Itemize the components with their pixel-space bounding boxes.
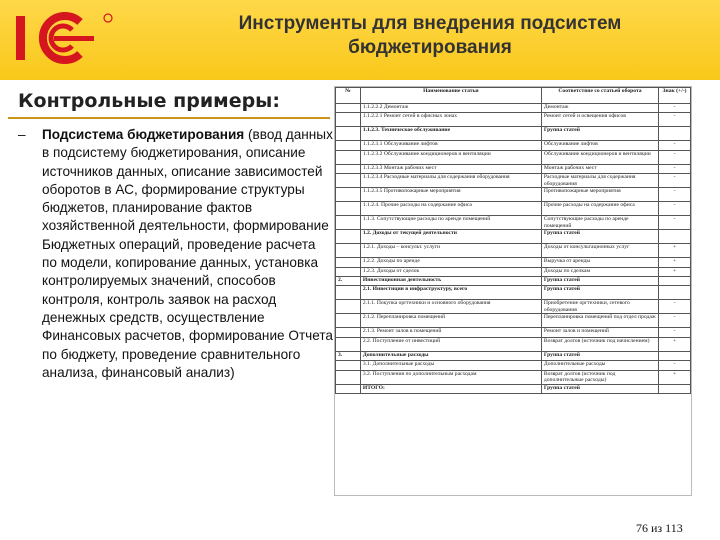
cell-corr: Выручка от аренды: [541, 258, 658, 267]
table-row: [336, 202, 691, 216]
page-title: [150, 12, 710, 60]
table-row: [336, 230, 691, 244]
cell-sign: -: [659, 113, 691, 127]
cell-corr: Демонтаж: [541, 104, 658, 113]
cell-corr: Возврат долгов (источник под дополнительные расходы): [541, 370, 658, 384]
cell-sign: +: [659, 337, 691, 351]
cell-num: [336, 244, 361, 258]
cell-name: 1.1.2.3. Техническое обслуживание: [360, 127, 541, 141]
cell-name: 1.1.2.2.1 Ремонт сетей в офисных зонах: [360, 113, 541, 127]
cell-sign: [659, 384, 691, 393]
bullet-lead: Подсистема бюджетирования: [42, 127, 245, 142]
cell-name: Инвестиционная деятельность: [360, 276, 541, 285]
cell-sign: -: [659, 361, 691, 370]
cell-num: [336, 337, 361, 351]
cell-name: 2.2. Поступление от инвестиций: [360, 337, 541, 351]
cell-corr: Обслуживание кондиционеров и вентиляции: [541, 150, 658, 164]
cell-corr: Группа статей: [541, 276, 658, 285]
cell-corr: Группа статей: [541, 230, 658, 244]
table-row: [336, 216, 691, 230]
bullet-dash: –: [18, 127, 26, 142]
cell-name: 1.1.2.3.1 Обслуживание лифтов: [360, 141, 541, 150]
cell-sign: -: [659, 141, 691, 150]
table-row: [336, 127, 691, 141]
table-row: [336, 141, 691, 150]
cell-name: 1.1.2.3.3 Монтаж рабочих мест: [360, 164, 541, 173]
table-row: [336, 370, 691, 384]
cell-sign: -: [659, 216, 691, 230]
cell-num: [336, 384, 361, 393]
table-row: [336, 150, 691, 164]
cell-num: 3.: [336, 351, 361, 360]
cell-num: [336, 300, 361, 314]
table-row: [336, 258, 691, 267]
cell-sign: -: [659, 164, 691, 173]
cell-corr: Группа статей: [541, 384, 658, 393]
cell-sign: +: [659, 258, 691, 267]
cell-corr: Группа статей: [541, 286, 658, 300]
cell-sign: +: [659, 244, 691, 258]
table-row: [336, 314, 691, 328]
cell-name: 1.2. Доходы от текущей деятельности: [360, 230, 541, 244]
cell-num: [336, 150, 361, 164]
cell-corr: Группа статей: [541, 351, 658, 360]
cell-num: [336, 230, 361, 244]
cell-num: [336, 286, 361, 300]
cell-num: [336, 188, 361, 202]
cell-corr: Возврат долгов (источник под начислением): [541, 337, 658, 351]
cell-name: ИТОГО:: [360, 384, 541, 393]
section-subtitle: Контрольные примеры:: [18, 90, 280, 112]
cell-name: 3.1. Дополнительные расходы: [360, 361, 541, 370]
cell-sign: [659, 127, 691, 141]
table-row: [336, 174, 691, 188]
cell-num: [336, 258, 361, 267]
table-row: [336, 300, 691, 314]
col-header-name: Наименование статьи: [360, 88, 541, 104]
table-row: [336, 104, 691, 113]
cell-corr: Прочие расходы на содержание офиса: [541, 202, 658, 216]
cell-name: 2.1. Инвестиции в инфраструктуру, всего: [360, 286, 541, 300]
col-header-sign: Знак (+/-): [659, 88, 691, 104]
table-row: [336, 384, 691, 393]
cell-num: [336, 328, 361, 337]
cell-corr: Противопожарные мероприятия: [541, 188, 658, 202]
table-row: [336, 351, 691, 360]
cell-name: 1.2.2. Доходы по аренде: [360, 258, 541, 267]
table-header-row: [336, 88, 691, 104]
cell-name: 1.2.3. Доходы от сделок: [360, 267, 541, 276]
cell-corr: Ремонт залов и помещений: [541, 328, 658, 337]
cell-sign: [659, 276, 691, 285]
cell-num: [336, 370, 361, 384]
page-counter: 76 из 113: [636, 521, 683, 535]
cell-corr: Доходы от консультационных услуг: [541, 244, 658, 258]
cell-sign: -: [659, 174, 691, 188]
bullet-body: (ввод данных в подсистему бюджетирования, описание источников данных, описание зависимостей оборотов в АС, формирование структуры бюджетов, планирование фактов хозяйственной деятельности, формирование Бюджетных операций, проведение расчета по модели, копирование данных, установка контролируемых значений, способов контроля, контроль заявок на расход денежных средств, осуществление Финансовых расчетов, формирование Отчета по бюджету, проведение сравнительного анализа, финансовый анализ): [42, 127, 333, 380]
cell-sign: [659, 230, 691, 244]
bullet-text: [42, 126, 334, 382]
col-header-num: №: [336, 88, 361, 104]
cell-name: 1.1.2.3.2 Обслуживание кондиционеров и вентиляции: [360, 150, 541, 164]
table-row: [336, 361, 691, 370]
title-line-2: бюджетирования: [348, 37, 512, 58]
cell-name: 2.1.3. Ремонт залов в помещений: [360, 328, 541, 337]
table-body: [336, 104, 691, 394]
header-bar: [0, 0, 720, 80]
table-row: [336, 286, 691, 300]
cell-sign: [659, 351, 691, 360]
cell-name: 1.2.1. Доходы – консульт. услуги: [360, 244, 541, 258]
table-row: [336, 267, 691, 276]
cell-corr: Ремонт сетей и освещения офисов: [541, 113, 658, 127]
cell-corr: Монтаж рабочих мест: [541, 164, 658, 173]
cell-corr: Группа статей: [541, 127, 658, 141]
cell-name: 2.1.2. Перепланировка помещений: [360, 314, 541, 328]
cell-num: 2.: [336, 276, 361, 285]
cell-num: [336, 216, 361, 230]
cell-name: Дополнительные расходы: [360, 351, 541, 360]
cell-sign: -: [659, 150, 691, 164]
cell-sign: -: [659, 104, 691, 113]
cell-sign: -: [659, 188, 691, 202]
cell-name: 2.1.1. Покупка оргтехники и основного оборудования: [360, 300, 541, 314]
cell-num: [336, 267, 361, 276]
cell-corr: Дополнительные расходы: [541, 361, 658, 370]
cell-corr: Обслуживание лифтов: [541, 141, 658, 150]
cell-sign: [659, 286, 691, 300]
table-row: [336, 337, 691, 351]
cell-num: [336, 141, 361, 150]
cell-name: 1.1.2.2.2 Демонтаж: [360, 104, 541, 113]
cell-sign: -: [659, 328, 691, 337]
cell-sign: -: [659, 314, 691, 328]
cell-name: 1.1.2.3.5 Противопожарные мероприятия: [360, 188, 541, 202]
cell-sign: +: [659, 370, 691, 384]
cell-name: 3.2. Поступления по дополнительным расходам: [360, 370, 541, 384]
col-header-corr: Соответствие со статьей оборота: [541, 88, 658, 104]
document-scan: [334, 86, 692, 496]
cell-sign: +: [659, 267, 691, 276]
cell-name: 1.1.2.4. Прочие расходы на содержание офиса: [360, 202, 541, 216]
budget-items-table: [335, 87, 691, 394]
cell-num: [336, 104, 361, 113]
cell-corr: Доходы по сделкам: [541, 267, 658, 276]
cell-num: [336, 174, 361, 188]
cell-name: 1.1.2.3.4 Расходные материалы для содержания оборудования: [360, 174, 541, 188]
1c-logo: [10, 8, 118, 66]
subtitle-underline: [8, 117, 330, 119]
table-row: [336, 244, 691, 258]
table-row: [336, 188, 691, 202]
cell-num: [336, 202, 361, 216]
cell-num: [336, 314, 361, 328]
table-row: [336, 164, 691, 173]
table-row: [336, 328, 691, 337]
cell-sign: -: [659, 300, 691, 314]
cell-num: [336, 127, 361, 141]
table-row: [336, 276, 691, 285]
title-line-1: Инструменты для внедрения подсистем: [238, 13, 622, 34]
cell-name: 1.1.3. Сопутствующие расходы по аренде помещений: [360, 216, 541, 230]
cell-corr: Расходные материалы для содержания оборудования: [541, 174, 658, 188]
cell-corr: Сопутствующие расходы по аренде помещений: [541, 216, 658, 230]
cell-corr: Приобретение оргтехники, сетевого оборудования: [541, 300, 658, 314]
cell-corr: Перепланировка помещений под отдел продаж: [541, 314, 658, 328]
cell-sign: -: [659, 202, 691, 216]
cell-num: [336, 361, 361, 370]
cell-num: [336, 164, 361, 173]
cell-num: [336, 113, 361, 127]
table-row: [336, 113, 691, 127]
